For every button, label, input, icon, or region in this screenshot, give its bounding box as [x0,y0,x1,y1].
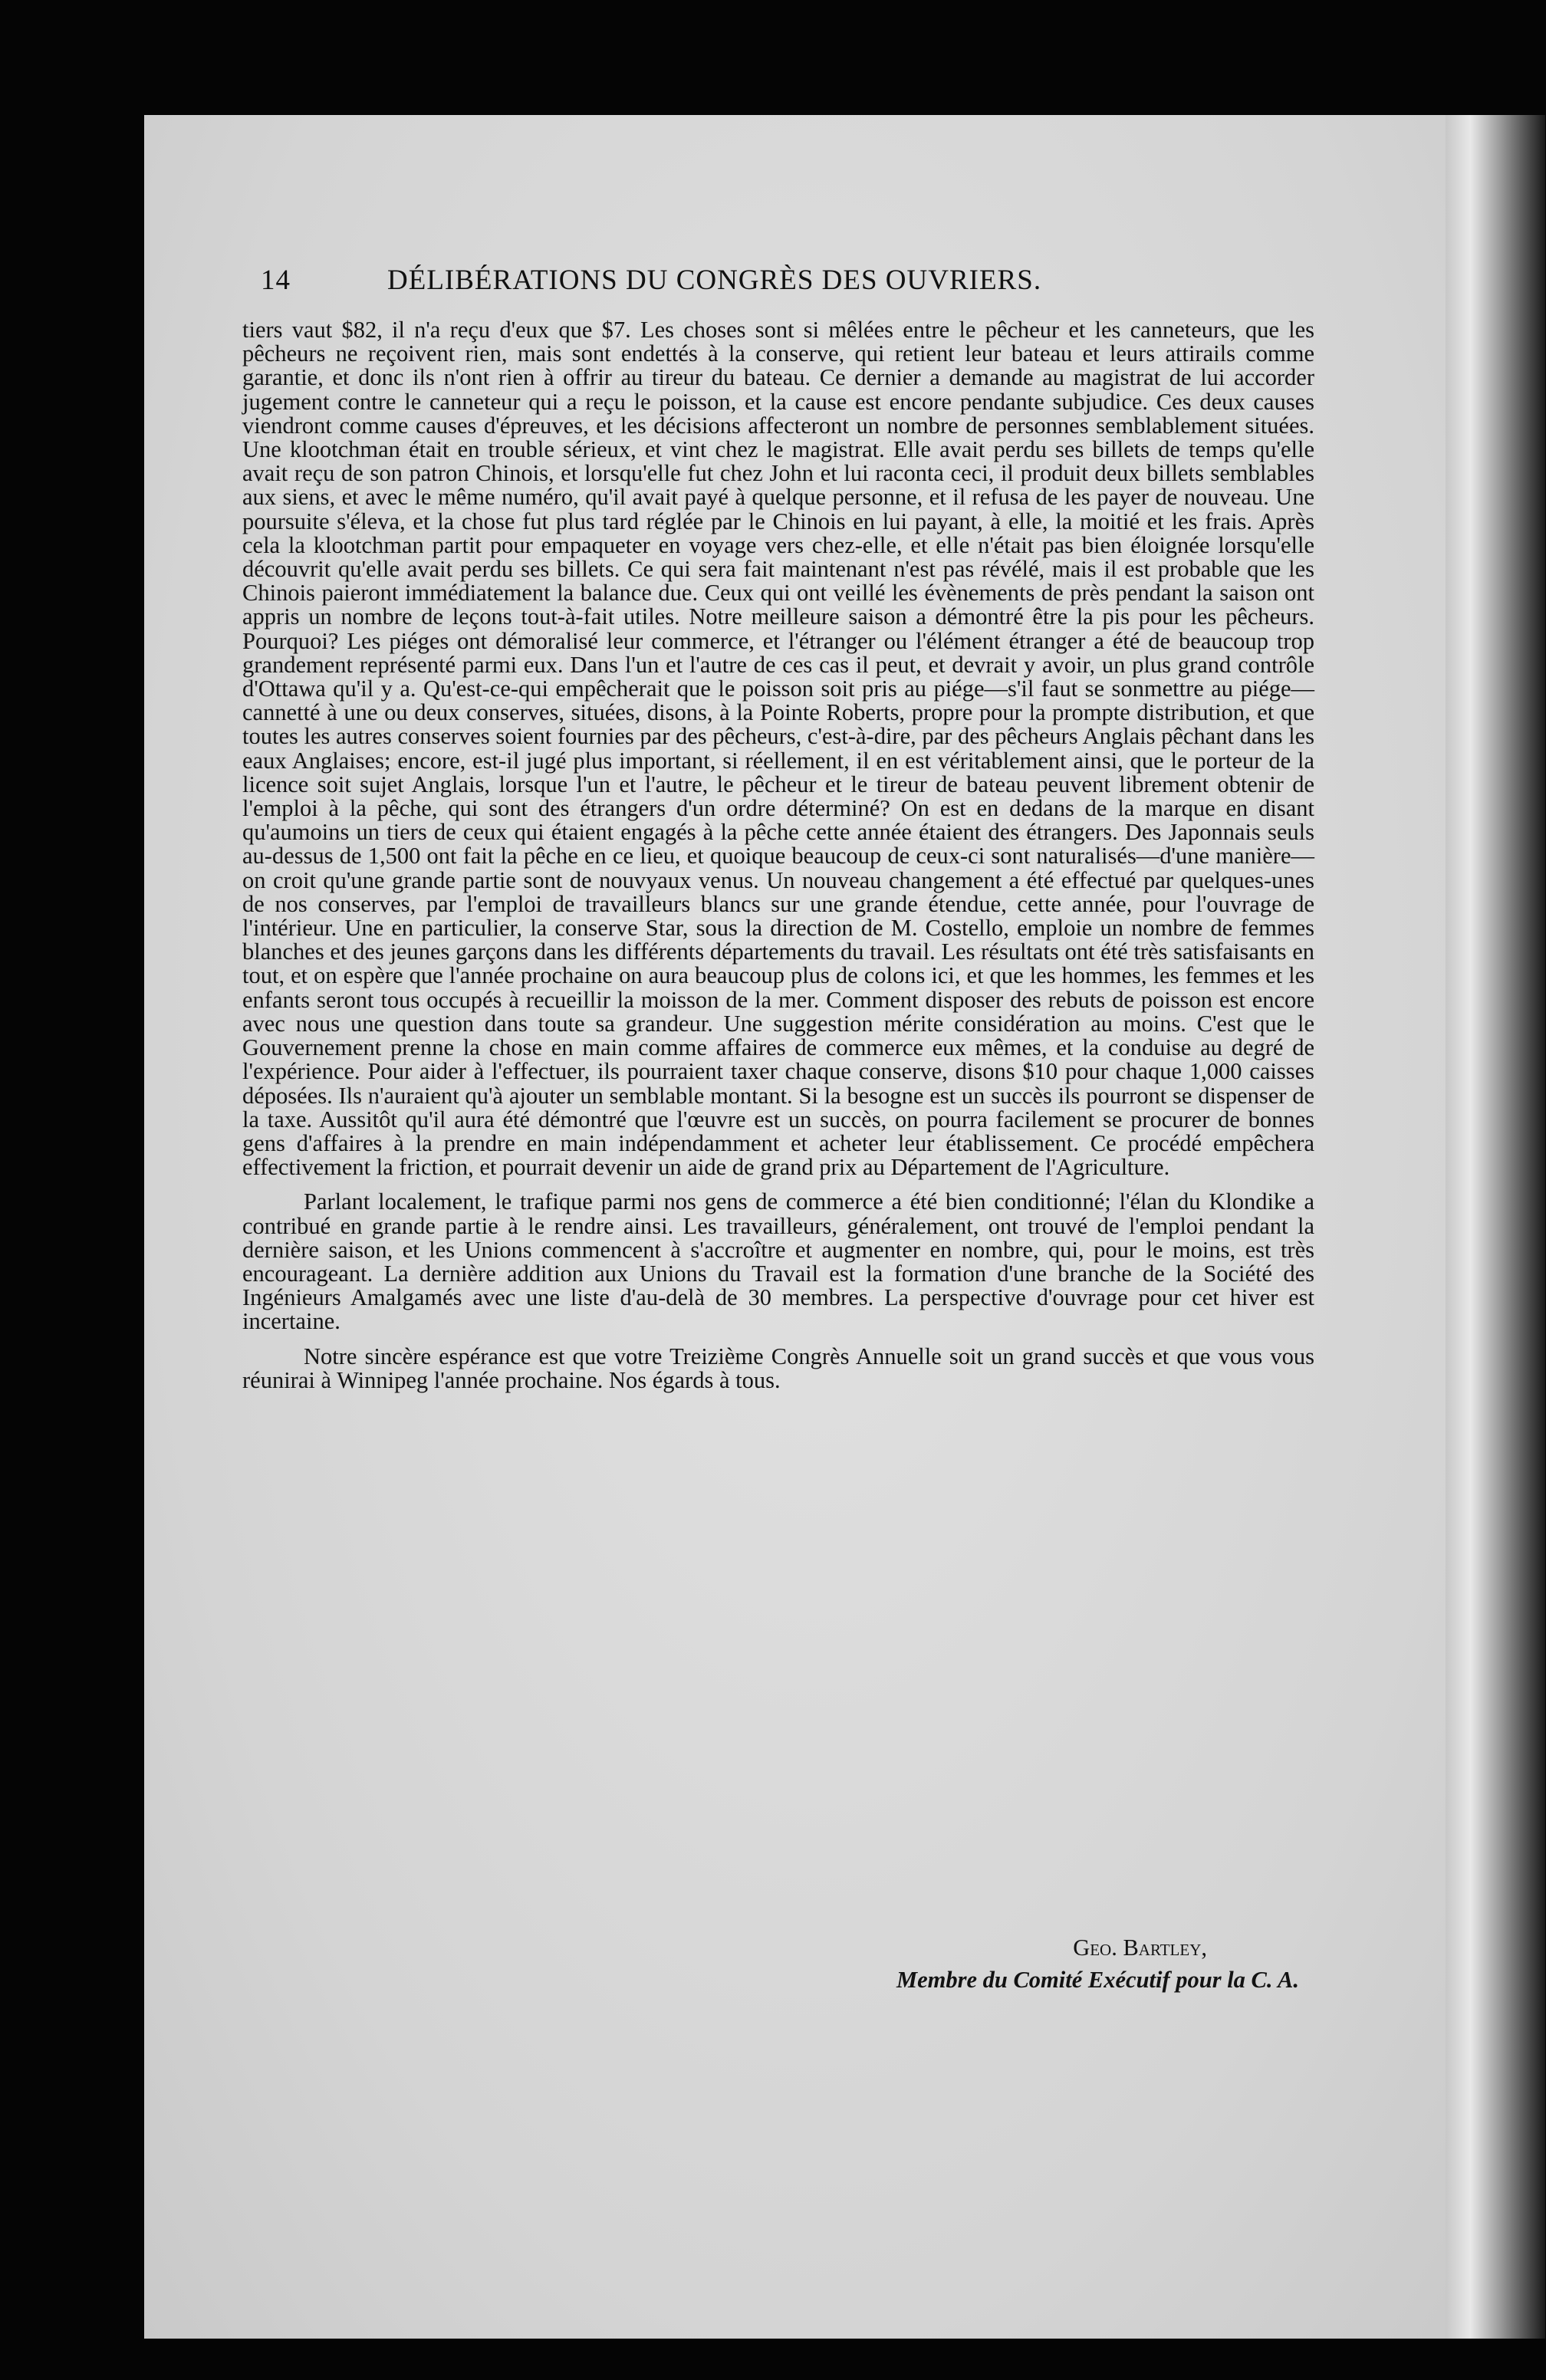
body-text [242,318,1314,1392]
running-title: DÉLIBÉRATIONS DU CONGRÈS DES OUVRIERS. [387,265,1042,296]
signatory-role: Membre du Comité Exécutif pour la C. A. [896,1967,1299,1993]
page-gutter [1446,115,1545,2339]
running-header [261,264,1319,298]
signature-block [242,1932,1299,1997]
paragraph-local-trade: Parlant localement, le trafique parmi nos gens de commerce a été bien conditionné; l'élan du Klondike a contribué en grande partie à le rendre ainsi. Les travailleurs, généralement, ont trouvé de l'emploi pendant la dernière saison, et les Unions commencent à s'accroître et augmenter en nombre, qui, pour le moins, est très encourageant. La dernière addition aux Unions du Travail est la formation d'une branche de la Société des Ingénieurs Amalgamés avec une liste d'au-delà de 30 membres. La perspective d'ouvrage pour cet hiver est incertaine. [242,1188,1314,1335]
paragraph-continued: tiers vaut $82, il n'a reçu d'eux que $7. Les choses sont si mêlées entre le pêcheur et les canneteurs, que les pêcheurs ne reçoivent rien, mais sont endettés à la conserve, qui retient leur bateau et leurs attirails comme garantie, et donc ils n'ont rien à offrir au tireur du bateau. Ce dernier a demande au magistrat de lui accorder jugement contre le canneteur qui a reçu le poisson, et la cause est encore pendante subjudice. Ces deux causes viendront comme causes d'épreuves, et les décisions affecteront un nombre de personnes semblablement situées. Une klootchman était en trouble sérieux, et vint chez le magistrat. Elle avait perdu ses billets de temps qu'elle avait reçu de son patron Chinois, et lorsqu'elle fut chez John et lui raconta ceci, il produit deux billets semblables aux siens, et avec le même numéro, qu'il avait payé à quelque personne, et il refusa de les payer de nouveau. Une poursuite s'éleva, et la chose fut plus tard réglée par le Chinois en lui payant, à elle, la moitié et les frais. Après cela la klootchman partit pour empaqueter en voyage vers chez-elle, et elle n'était pas bien éloignée lorsqu'elle découvrit qu'elle avait perdu ses billets. Ce qui sera fait maintenant n'est pas révélé, mais il est probable que les Chinois paieront immédiatement la balance due. Ceux qui ont veillé les évènements de près pendant la saison ont appris un nombre de leçons tout-à-fait utiles. Notre meilleure saison a démontré être la pis pour les pêcheurs. Pourquoi? Les piéges ont démoralisé leur commerce, et l'étranger ou l'élément étranger a été de beaucoup trop grandement représenté parmi eux. Dans l'un et l'autre de ces cas il peut, et devrait y avoir, un plus grand contrôle d'Ottawa qu'il y a. Qu'est-ce-qui empêcherait que le poisson soit pris au piége—s'il faut se sonmettre au piége—cannetté à une ou deux conserves, situées, disons, à la Pointe Roberts, propre pour la prompte distribution, et que toutes les autres conserves soient fournies par des pêcheurs, c'est-à-dire, par des pêcheurs Anglais pêchant dans les eaux Anglaises; encore, est-il jugé plus important, si réellement, il en est véritablement ainsi, que le porteur de la licence soit sujet Anglais, lorsque l'un et l'autre, le pêcheur et le tireur de bateau peuvent librement obtenir de l'emploi à la pêche, qui sont des étrangers d'un ordre déterminé? On est en dedans de la marque en disant qu'aumoins un tiers de ceux qui étaient engagés à la pêche cette année étaient des étrangers. Des Japonnais seuls au-dessus de 1,500 ont fait la pêche en ce lieu, et quoique beaucoup de ceux-ci sont naturalisés—d'une manière—on croit qu'une grande partie sont de nouvyaux venus. Un nouveau changement a été effectué par quelques-unes de nos conserves, par l'emploi de travailleurs blancs sur une grande étendue, cette année, pour l'ouvrage de l'intérieur. Une en particulier, la conserve Star, sous la direction de M. Costello, emploie un nombre de femmes blanches et des jeunes garçons dans les différents départements du travail. Les résultats ont été très satisfaisants en tout, et on espère que l'année prochaine on aura beaucoup plus de colons ici, et que les hommes, les femmes et les enfants seront tous occupés à recueillir la moisson de la mer. Comment disposer des rebuts de poisson est encore avec nous une question dans toute sa grandeur. Une suggestion mérite considération au moins. C'est que le Gouvernement prenne la chose en main comme affaires de commerce eux mêmes, et la conduise au degré de l'expérience. Pour aider à l'effectuer, ils pourraient taxer chaque conserve, disons $10 pour chaque 1,000 caisses déposées. Ils n'auraient qu'à ajouter un semblable montant. Si la besogne est un succès ils pourront se dispenser de la taxe. Aussitôt qu'il aura été démontré que l'œuvre est un succès, on pourra facilement se procurer de bonnes gens d'affaires à la prendre en main indépendamment et acheter leur établissement. Ce procédé empêchera effectivement la friction, et pourrait devenir un aide de grand prix au Département de l'Agriculture. [242,317,1314,1181]
page-number: 14 [261,265,291,296]
signatory-name: Geo. Bartley, [1073,1935,1207,1961]
paragraph-closing: Notre sincère espérance est que votre Treizième Congrès Annuelle soit un grand succès et que vous vous réunirai à Winnipeg l'année prochaine. Nos égards à tous. [242,1343,1314,1393]
